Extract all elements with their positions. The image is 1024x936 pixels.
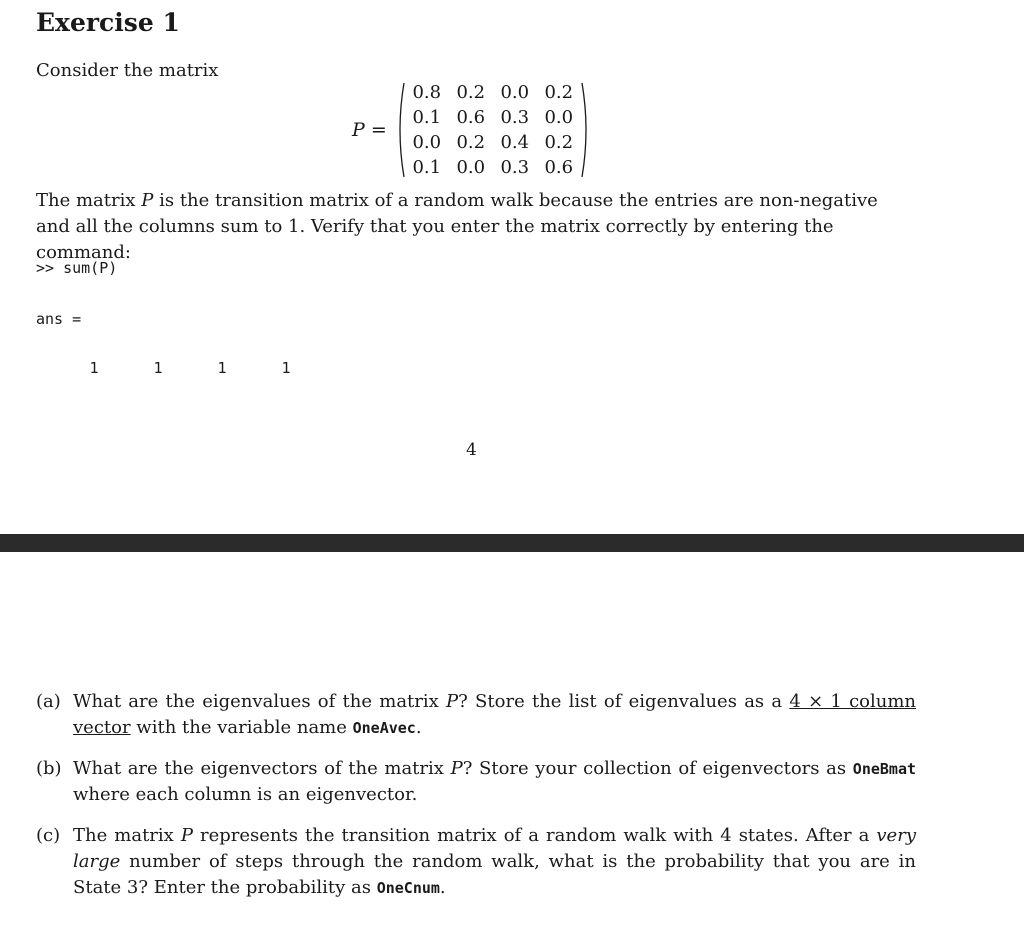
right-paren-icon bbox=[581, 82, 591, 178]
question-text-part: ? Store the list of eigenvalues as a bbox=[458, 691, 790, 712]
question-label: (a) bbox=[36, 691, 61, 712]
question-text-part: . bbox=[439, 877, 446, 898]
variable-name: OneBmat bbox=[852, 760, 917, 778]
variable-name: OneCnum bbox=[376, 879, 440, 897]
ans-value: 1 bbox=[153, 359, 163, 377]
matrix-cell: 0.2 bbox=[456, 82, 486, 103]
ans-value: 1 bbox=[217, 359, 227, 377]
matrix-cell: 0.6 bbox=[456, 107, 486, 128]
matrix-cell: 0.2 bbox=[544, 132, 574, 153]
matrix bbox=[395, 82, 591, 178]
ans-values bbox=[62, 359, 318, 377]
matrix-cell: 0.3 bbox=[500, 107, 530, 128]
matrix-cell: 0.0 bbox=[544, 107, 574, 128]
matrix-grid bbox=[405, 80, 581, 178]
matrix-cell: 0.2 bbox=[456, 132, 486, 153]
question-label: (b) bbox=[36, 758, 62, 779]
question-text bbox=[73, 756, 916, 808]
matrix-name: P bbox=[352, 119, 365, 141]
matrix-cell: 0.0 bbox=[456, 157, 486, 178]
emphasis-text: very large bbox=[73, 825, 916, 872]
matrix-var: P bbox=[450, 758, 463, 779]
question-text-part: What are the eigenvalues of the matrix bbox=[73, 691, 447, 712]
matrix-var: P bbox=[141, 190, 154, 211]
matrix-cell: 0.4 bbox=[500, 132, 530, 153]
paragraph-text: is the transition matrix of a random walk because the entries are non-negative and all the columns sum to 1. Verify that you enter the matrix correctly by entering the command: bbox=[36, 190, 878, 263]
matrix-cell: 0.6 bbox=[544, 157, 574, 178]
ans-label: ans = bbox=[36, 310, 82, 328]
question-c bbox=[36, 823, 916, 901]
command-line: >> sum(P) bbox=[36, 259, 118, 277]
question-text-part: with the variable name bbox=[130, 717, 353, 738]
page-number: 4 bbox=[466, 440, 477, 460]
matrix-cell: 0.8 bbox=[412, 82, 442, 103]
matrix-cell: 0.1 bbox=[412, 107, 442, 128]
intro-text: Consider the matrix bbox=[36, 60, 219, 81]
matrix-cell: 0.2 bbox=[544, 82, 574, 103]
question-text-part: ? Store your collection of eigenvectors as bbox=[462, 758, 853, 779]
question-text-part: . bbox=[415, 717, 422, 738]
underlined-text: 4 × 1 column vector bbox=[73, 691, 917, 738]
page-separator bbox=[0, 534, 1024, 552]
ans-value: 1 bbox=[89, 359, 99, 377]
question-text bbox=[73, 689, 916, 741]
ans-value: 1 bbox=[281, 359, 291, 377]
question-text-part: number of steps through the random walk, what is the probability that you are in State 3? Enter the probability as bbox=[73, 851, 916, 898]
matrix-var: P bbox=[180, 825, 193, 846]
matrix-lhs bbox=[352, 119, 387, 141]
left-paren-icon bbox=[395, 82, 405, 178]
paragraph-text: The matrix bbox=[36, 190, 142, 211]
question-label: (c) bbox=[36, 825, 61, 846]
question-text-part: where each column is an eigenvector. bbox=[73, 784, 418, 805]
question-b bbox=[36, 756, 916, 808]
question-text-part: The matrix bbox=[73, 825, 181, 846]
equals-sign: = bbox=[370, 119, 387, 141]
matrix-equation bbox=[352, 82, 591, 178]
exercise-title: Exercise 1 bbox=[36, 8, 180, 37]
matrix-cell: 0.0 bbox=[500, 82, 530, 103]
explanation-paragraph bbox=[36, 188, 916, 266]
question-text-part: What are the eigenvectors of the matrix bbox=[73, 758, 451, 779]
matrix-cell: 0.0 bbox=[412, 132, 442, 153]
question-a bbox=[36, 689, 916, 741]
matrix-cell: 0.1 bbox=[412, 157, 442, 178]
matrix-var: P bbox=[446, 691, 459, 712]
question-text bbox=[73, 823, 916, 901]
question-text-part: represents the transition matrix of a random walk with 4 states. After a bbox=[192, 825, 877, 846]
matrix-cell: 0.3 bbox=[500, 157, 530, 178]
variable-name: OneAvec bbox=[352, 719, 416, 737]
